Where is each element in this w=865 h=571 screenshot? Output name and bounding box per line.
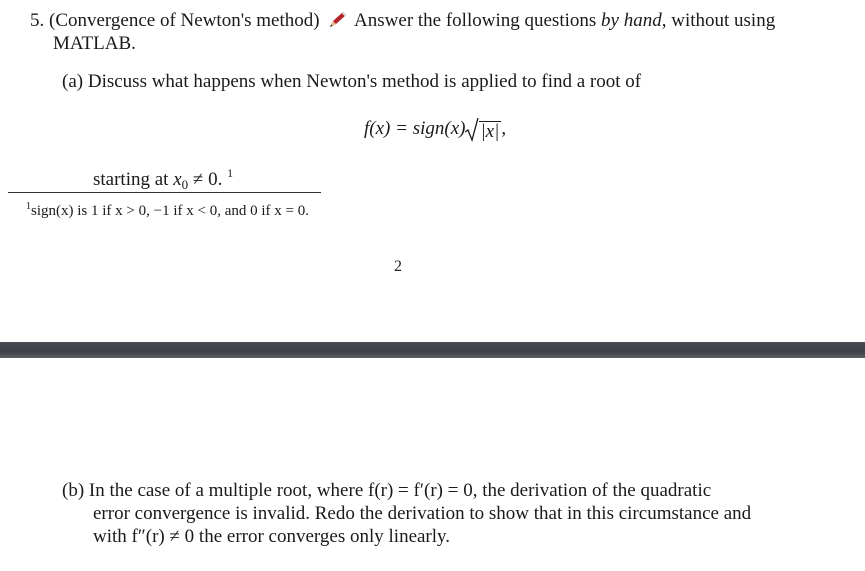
equation-lhs: f(x) = sign(x) — [364, 118, 466, 139]
square-root — [465, 118, 501, 143]
starting-sub: 0 — [181, 177, 189, 192]
footnote-text: sign(x) is 1 if x > 0, −1 if x < 0, and 0 if x = 0. — [31, 203, 309, 219]
part-b-line1 — [62, 480, 711, 502]
part-a-prompt — [62, 71, 641, 93]
radical-sign-icon — [465, 118, 479, 142]
part-a-text: Discuss what happens when Newton's method is applied to find a root of — [87, 71, 642, 92]
equation-trail: , — [501, 118, 507, 139]
instruction-post: , without using — [661, 10, 776, 31]
footnote-number: 1 — [26, 201, 31, 212]
part-a-starting — [93, 162, 233, 196]
question-header — [30, 10, 775, 32]
page-3-top — [0, 358, 865, 571]
footnote — [26, 198, 309, 220]
part-b-line2: error convergence is invalid. Redo the derivation to show that in this circumstance and — [93, 503, 752, 524]
footnote-mark: 1 — [227, 166, 234, 180]
footnote-rule — [8, 192, 321, 193]
question-header-line2: MATLAB. — [53, 33, 136, 54]
starting-text: starting at — [93, 169, 169, 190]
radicand: |x| — [480, 121, 500, 142]
part-b-label: (b) — [62, 480, 85, 501]
instruction-emphasis: by hand — [601, 10, 662, 31]
starting-var: x — [173, 169, 182, 190]
pencil-icon — [328, 11, 348, 29]
part-b-text-line1: In the case of a multiple root, where f(r) = f′(r) = 0, the derivation of the quadratic — [88, 480, 712, 501]
question-title: (Convergence of Newton's method) — [49, 10, 320, 31]
part-a-equation — [364, 118, 506, 143]
page-separator — [0, 342, 865, 358]
part-a-label: (a) — [62, 71, 84, 92]
starting-rel: ≠ 0. — [188, 169, 223, 190]
part-b-line3: with f″(r) ≠ 0 the error converges only linearly. — [93, 526, 451, 547]
page-number: 2 — [394, 258, 402, 275]
question-number: 5. — [30, 10, 45, 31]
instruction-pre: Answer the following questions — [354, 10, 597, 31]
